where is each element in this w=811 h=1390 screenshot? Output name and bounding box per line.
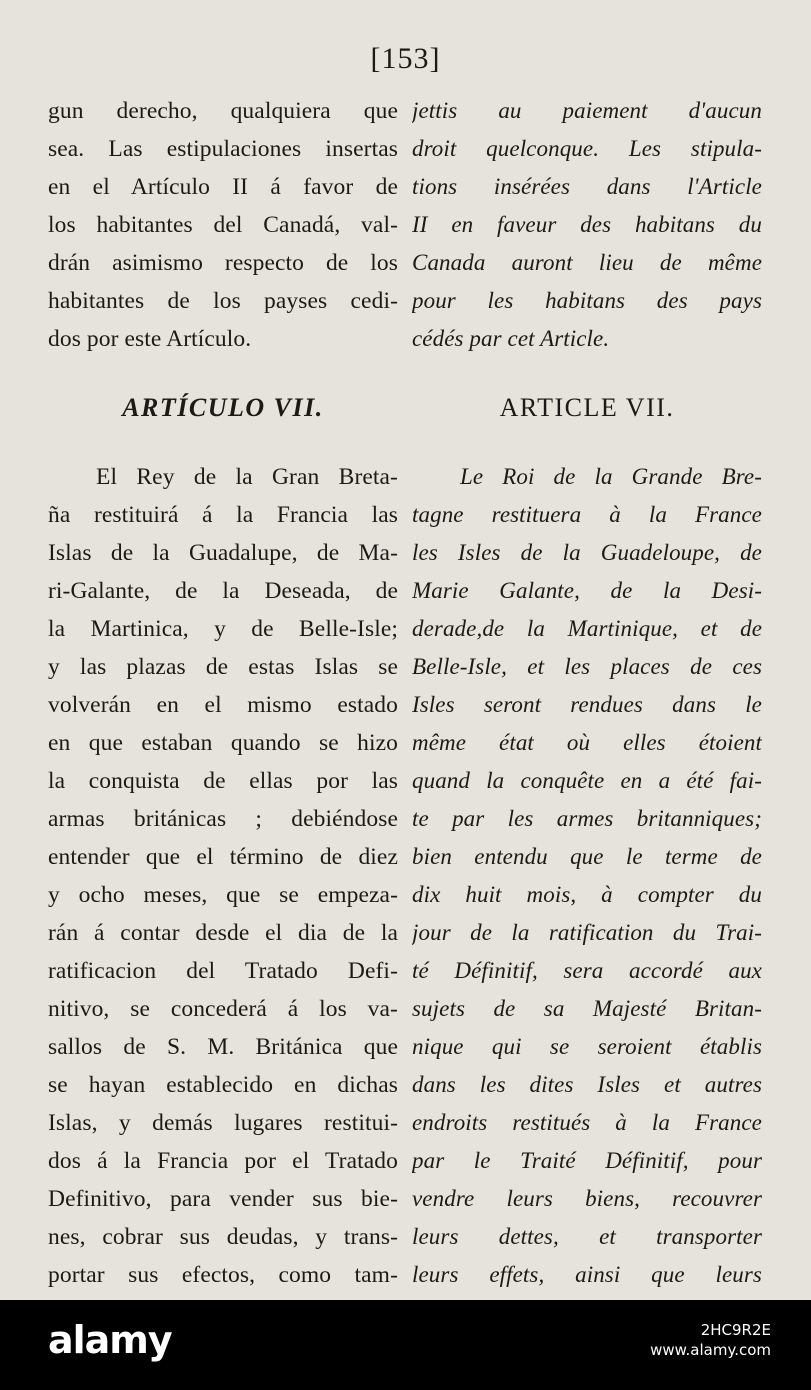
spanish-column xyxy=(48,92,398,1300)
text-line: Canada auront lieu de même xyxy=(412,250,762,275)
text-line: sallos de S. M. Británica que xyxy=(48,1034,398,1060)
text-line: en el Artículo II á favor de xyxy=(48,174,398,200)
spanish-continuation xyxy=(48,92,398,358)
text-line: Islas de la Guadalupe, de Ma- xyxy=(48,540,398,566)
text-line: se hayan establecido en dichas xyxy=(48,1072,398,1098)
text-line: leurs effets, ainsi que leurs xyxy=(412,1262,762,1287)
text-line: y ocho meses, que se empeza- xyxy=(48,882,398,908)
text-line: habitantes de los payses cedi- xyxy=(48,288,398,314)
text-line: dans les dites Isles et autres xyxy=(412,1072,762,1097)
text-line: nique qui se seroient établis xyxy=(412,1034,762,1059)
text-line: ña restituirá á la Francia las xyxy=(48,502,398,528)
text-line: ratificacion del Tratado Defi- xyxy=(48,958,398,984)
text-line: los habitantes del Canadá, val- xyxy=(48,212,398,238)
text-line: en que estaban quando se hizo xyxy=(48,730,398,756)
french-continuation xyxy=(412,92,762,358)
spanish-article-heading: ARTÍCULO VII. xyxy=(122,393,324,422)
page-number: [153] xyxy=(370,42,441,75)
text-line: te par les armes britanniques; xyxy=(412,806,762,831)
text-line: dix huit mois, à compter du xyxy=(412,882,762,907)
text-line: Islas, y demás lugares restitui- xyxy=(48,1110,398,1136)
text-line: les Isles de la Guadeloupe, de xyxy=(412,540,762,565)
spanish-article-body xyxy=(48,458,398,1300)
text-line: rán á contar desde el dia de la xyxy=(48,920,398,946)
text-line: tagne restituera à la France xyxy=(412,502,762,527)
text-line: y las plazas de estas Islas se xyxy=(48,654,398,680)
text-line: Isles seront rendues dans le xyxy=(412,692,762,717)
text-line: sujets de sa Majesté Britan- xyxy=(412,996,762,1021)
text-line: cédés par cet Article. xyxy=(412,326,610,351)
watermark-info xyxy=(650,1320,771,1360)
french-article-body xyxy=(412,458,762,1300)
text-line: Le Roi de la Grande Bre- xyxy=(460,464,762,489)
text-line: droit quelconque. Les stipula- xyxy=(412,136,762,161)
text-line: té Définitif, sera accordé aux xyxy=(412,958,762,983)
text-line: derade,de la Martinique, et de xyxy=(412,616,762,641)
text-line: portar sus efectos, como tam- xyxy=(48,1262,398,1288)
text-line: nitivo, se concederá á los va- xyxy=(48,996,398,1022)
text-line: Marie Galante, de la Desi- xyxy=(412,578,762,603)
text-line: pour les habitans des pays xyxy=(412,288,762,313)
text-line: leurs dettes, et transporter xyxy=(412,1224,762,1249)
image-id: 2HC9R2E xyxy=(700,1321,771,1339)
text-line: volverán en el mismo estado xyxy=(48,692,398,718)
text-line: drán asimismo respecto de los xyxy=(48,250,398,276)
text-line: tions insérées dans l'Article xyxy=(412,174,762,199)
text-line: armas británicas ; debiéndose xyxy=(48,806,398,832)
text-line: gun derecho, qualquiera que xyxy=(48,98,398,124)
text-line: II en faveur des habitans du xyxy=(412,212,762,237)
text-line: El Rey de la Gran Breta- xyxy=(96,464,398,490)
text-line: Belle-Isle, et les places de ces xyxy=(412,654,762,679)
site-url: www.alamy.com xyxy=(650,1341,771,1359)
text-line: sea. Las estipulaciones insertas xyxy=(48,136,398,162)
french-column xyxy=(412,92,762,1300)
text-line: bien entendu que le terme de xyxy=(412,844,762,869)
text-line: dos por este Artículo. xyxy=(48,326,252,352)
text-line: jour de la ratification du Trai- xyxy=(412,920,762,945)
text-line: Definitivo, para vender sus bie- xyxy=(48,1186,398,1212)
french-article-heading: ARTICLE VII. xyxy=(499,393,675,422)
text-line: par le Traité Définitif, pour xyxy=(412,1148,762,1173)
text-line: la conquista de ellas por las xyxy=(48,768,398,794)
alamy-logo: alamy xyxy=(48,1318,172,1362)
text-line: vendre leurs biens, recouvrer xyxy=(412,1186,762,1211)
text-line: quand la conquête en a été fai- xyxy=(412,768,762,793)
watermark-bar xyxy=(0,1300,811,1390)
text-line: endroits restitués à la France xyxy=(412,1110,762,1135)
text-line: dos á la Francia por el Tratado xyxy=(48,1148,398,1174)
text-line: la Martinica, y de Belle-Isle; xyxy=(48,616,398,642)
text-line: entender que el término de diez xyxy=(48,844,398,870)
text-line: nes, cobrar sus deudas, y trans- xyxy=(48,1224,398,1250)
text-line: ri-Galante, de la Deseada, de xyxy=(48,578,398,604)
text-line: même état où elles étoient xyxy=(412,730,762,755)
text-line: jettis au paiement d'aucun xyxy=(412,98,762,123)
